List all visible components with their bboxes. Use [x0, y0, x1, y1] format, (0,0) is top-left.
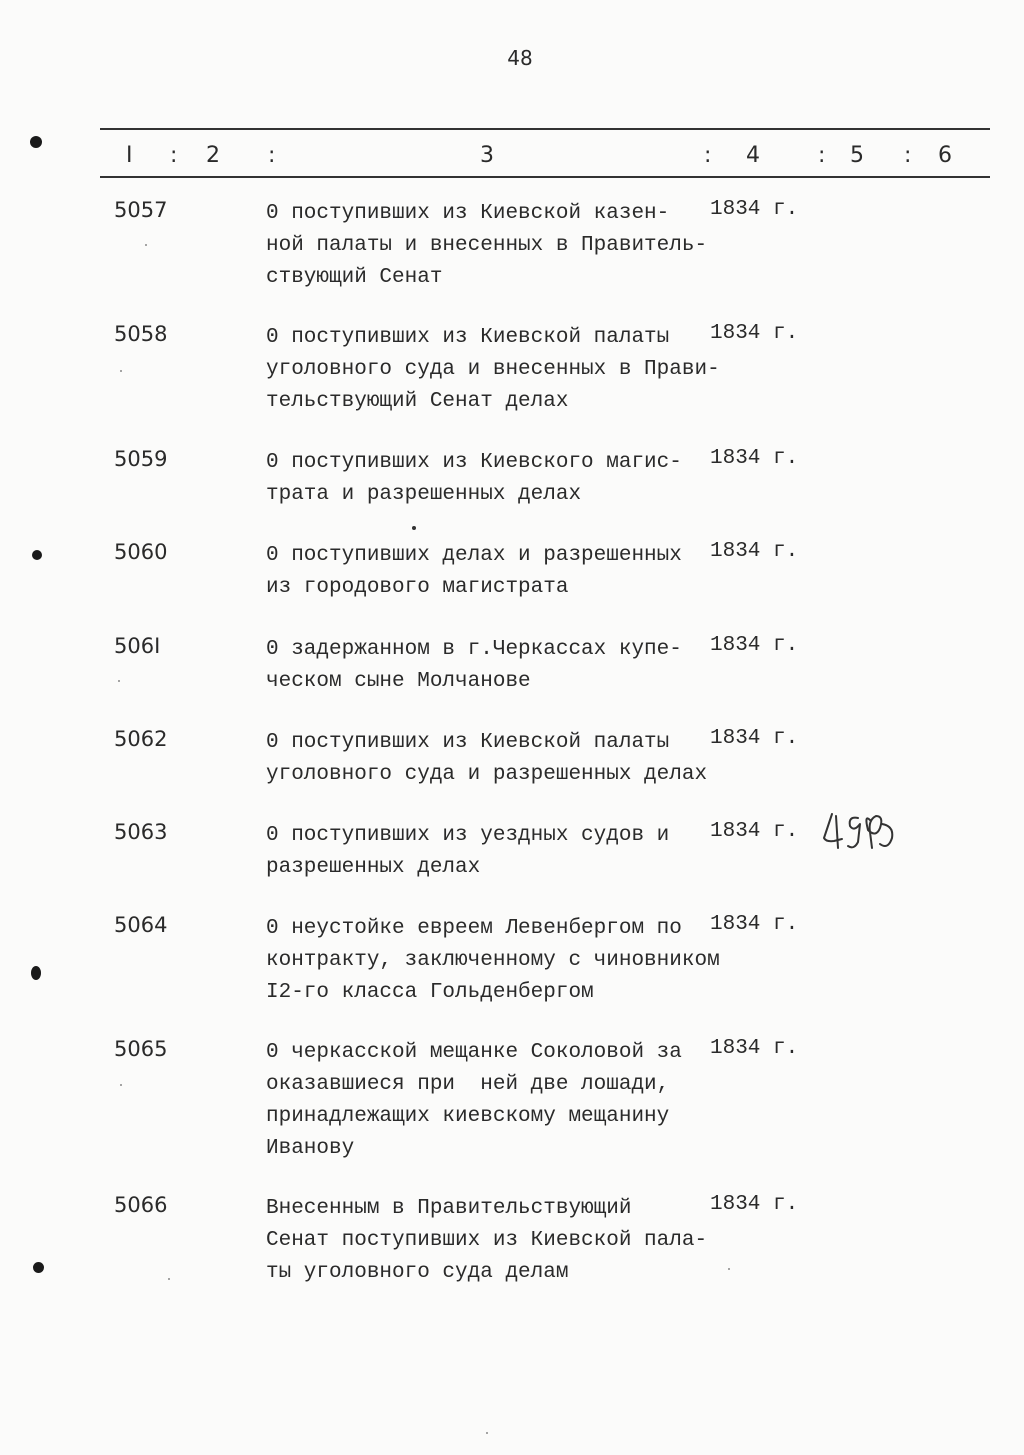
entry-line: ты уголовного суда делам	[266, 1261, 569, 1284]
column-header-3: 3	[480, 143, 494, 168]
punch-hole	[31, 966, 41, 980]
entry-description	[266, 540, 726, 604]
column-header-1: I	[126, 143, 133, 168]
entry-number: 5065	[114, 1037, 168, 1061]
entry-description	[266, 913, 726, 1009]
scan-speck	[728, 1268, 730, 1270]
handwritten-note	[818, 808, 898, 874]
column-header-5: 5	[850, 143, 864, 168]
entry-number: 5060	[114, 540, 168, 564]
entry-line: 0 поступивших из Киевской казен-	[266, 202, 670, 225]
entry-line: 0 неустойке евреем Левенбергом по	[266, 917, 682, 940]
column-separator: :	[904, 143, 912, 168]
entry-line: 0 задержанном в г.Черкассах купе-	[266, 638, 682, 661]
column-separator: :	[704, 143, 712, 168]
punch-hole	[33, 1262, 44, 1273]
entry-line: I2-го класса Гольденбергом	[266, 981, 594, 1004]
entry-line: принадлежащих киевскому мещанину	[266, 1105, 670, 1128]
table-top-rule	[100, 128, 990, 130]
entry-year: 1834 г.	[710, 820, 799, 843]
entry-line: ствующий Сенат	[266, 266, 443, 289]
entry-year: 1834 г.	[710, 322, 799, 345]
entry-number: 5062	[114, 727, 168, 751]
entry-description	[266, 1193, 726, 1289]
column-header-4: 4	[746, 143, 760, 168]
column-header-2: 2	[206, 143, 220, 168]
scan-speck	[168, 1278, 170, 1280]
entry-description	[266, 322, 726, 418]
entry-year: 1834 г.	[710, 1037, 799, 1060]
entry-year: 1834 г.	[710, 447, 799, 470]
entry-number: 5066	[114, 1193, 168, 1217]
column-separator: :	[170, 143, 178, 168]
entry-description	[266, 198, 726, 294]
entry-line: Внесенным в Правительствующий	[266, 1197, 632, 1220]
scan-speck	[486, 1432, 488, 1434]
page-number: 48	[507, 46, 533, 70]
entry-year: 1834 г.	[710, 540, 799, 563]
entry-line: 0 черкасской мещанке Соколовой за	[266, 1041, 682, 1064]
entry-number: 5058	[114, 322, 168, 346]
entry-line: из городового магистрата	[266, 576, 569, 599]
entry-line: трата и разрешенных делах	[266, 483, 582, 506]
punch-hole	[30, 136, 42, 148]
scan-speck	[412, 526, 416, 530]
scan-speck	[118, 680, 120, 682]
entry-number: 5057	[114, 198, 168, 222]
entry-number: 5063	[114, 820, 168, 844]
entry-description	[266, 820, 726, 884]
entry-line: уголовного суда и разрешенных делах	[266, 763, 708, 786]
table-header-rule	[100, 176, 990, 178]
entry-line: оказавшиеся при ней две лошади,	[266, 1073, 670, 1096]
entry-line: Иванову	[266, 1137, 355, 1160]
entry-year: 1834 г.	[710, 634, 799, 657]
entry-line: разрешенных делах	[266, 856, 481, 879]
entry-line: 0 поступивших из уездных судов и	[266, 824, 670, 847]
column-separator: :	[268, 143, 276, 168]
column-header-6: 6	[938, 143, 952, 168]
entry-description	[266, 634, 726, 698]
entry-year: 1834 г.	[710, 727, 799, 750]
entry-year: 1834 г.	[710, 913, 799, 936]
entry-year: 1834 г.	[710, 198, 799, 221]
entry-line: Сенат поступивших из Киевской пала-	[266, 1229, 708, 1252]
scan-speck	[120, 370, 122, 372]
punch-hole	[32, 550, 42, 560]
entry-line: контракту, заключенному с чиновником	[266, 949, 720, 972]
entry-line: 0 поступивших из Киевской палаты	[266, 326, 670, 349]
entry-number: 5059	[114, 447, 168, 471]
entry-number: 506I	[114, 634, 161, 658]
entry-line: ческом сыне Молчанове	[266, 670, 531, 693]
scan-speck	[145, 244, 147, 246]
entry-line: тельствующий Сенат делах	[266, 390, 569, 413]
scan-speck	[120, 1084, 122, 1086]
entry-description	[266, 727, 726, 791]
entry-line: уголовного суда и внесенных в Прави-	[266, 358, 720, 381]
column-separator: :	[818, 143, 826, 168]
entry-line: 0 поступивших делах и разрешенных	[266, 544, 682, 567]
entry-line: ной палаты и внесенных в Правитель-	[266, 234, 708, 257]
entry-line: 0 поступивших из Киевской палаты	[266, 731, 670, 754]
entry-description	[266, 1037, 726, 1165]
entry-description	[266, 447, 726, 511]
entry-number: 5064	[114, 913, 168, 937]
entry-line: 0 поступивших из Киевского магис-	[266, 451, 682, 474]
entry-year: 1834 г.	[710, 1193, 799, 1216]
